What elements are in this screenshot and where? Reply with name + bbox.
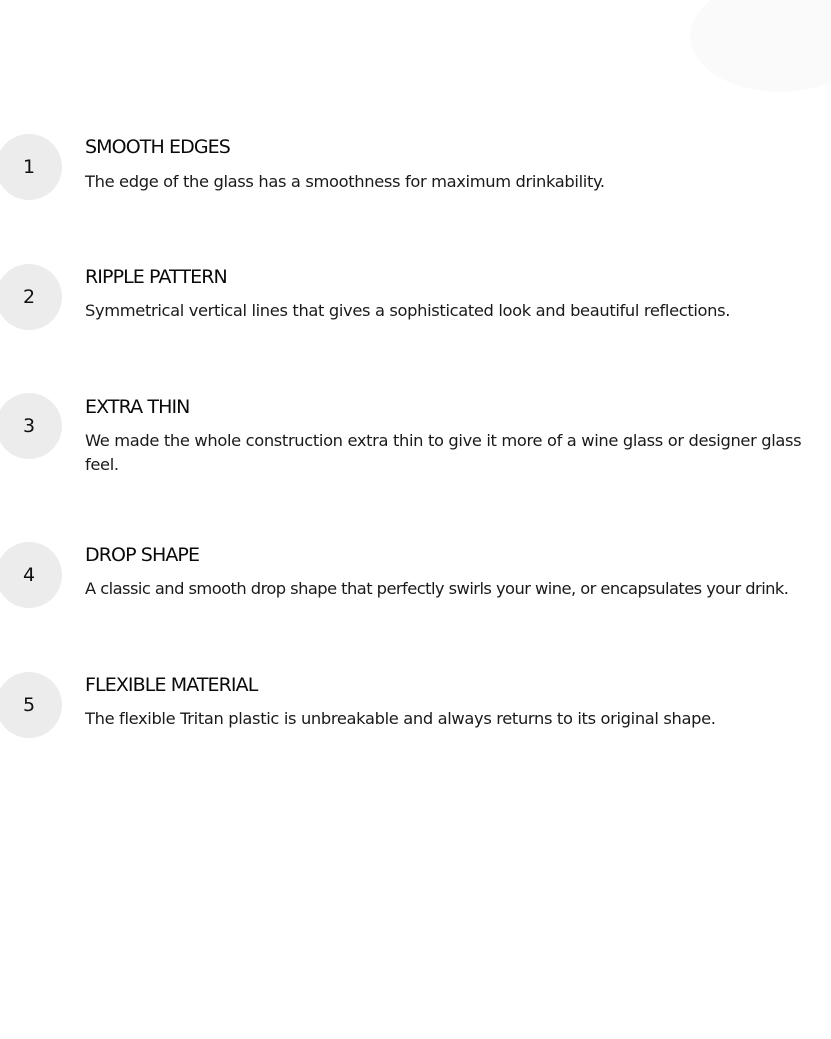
feature-number-badge xyxy=(0,134,62,200)
feature-number: 2 xyxy=(22,286,36,308)
feature-number-badge xyxy=(0,672,62,738)
feature-number-badge xyxy=(0,264,62,330)
feature-number: 3 xyxy=(22,415,36,437)
feature-description: We made the whole construction extra thin to give it more of a wine glass or designer glass feel. xyxy=(85,431,802,474)
feature-title: DROP SHAPE xyxy=(85,544,200,566)
feature-title: RIPPLE PATTERN xyxy=(85,266,227,288)
feature-number-badge xyxy=(0,393,62,459)
feature-number: 4 xyxy=(22,564,36,586)
feature-description: The flexible Tritan plastic is unbreakable and always returns to its original shape. xyxy=(85,709,716,728)
feature-description: The edge of the glass has a smoothness for maximum drinkability. xyxy=(85,172,605,191)
feature-description: Symmetrical vertical lines that gives a sophisticated look and beautiful reflections. xyxy=(85,301,731,320)
feature-number: 5 xyxy=(22,694,36,716)
feature-title: FLEXIBLE MATERIAL xyxy=(85,674,258,696)
feature-title: EXTRA THIN xyxy=(85,396,190,418)
feature-title: SMOOTH EDGES xyxy=(85,136,230,158)
feature-description: A classic and smooth drop shape that perfectly swirls your wine, or encapsulates your drink. xyxy=(85,579,789,598)
feature-number-badge xyxy=(0,542,62,608)
corner-decoration xyxy=(690,0,831,92)
feature-number: 1 xyxy=(22,156,36,178)
